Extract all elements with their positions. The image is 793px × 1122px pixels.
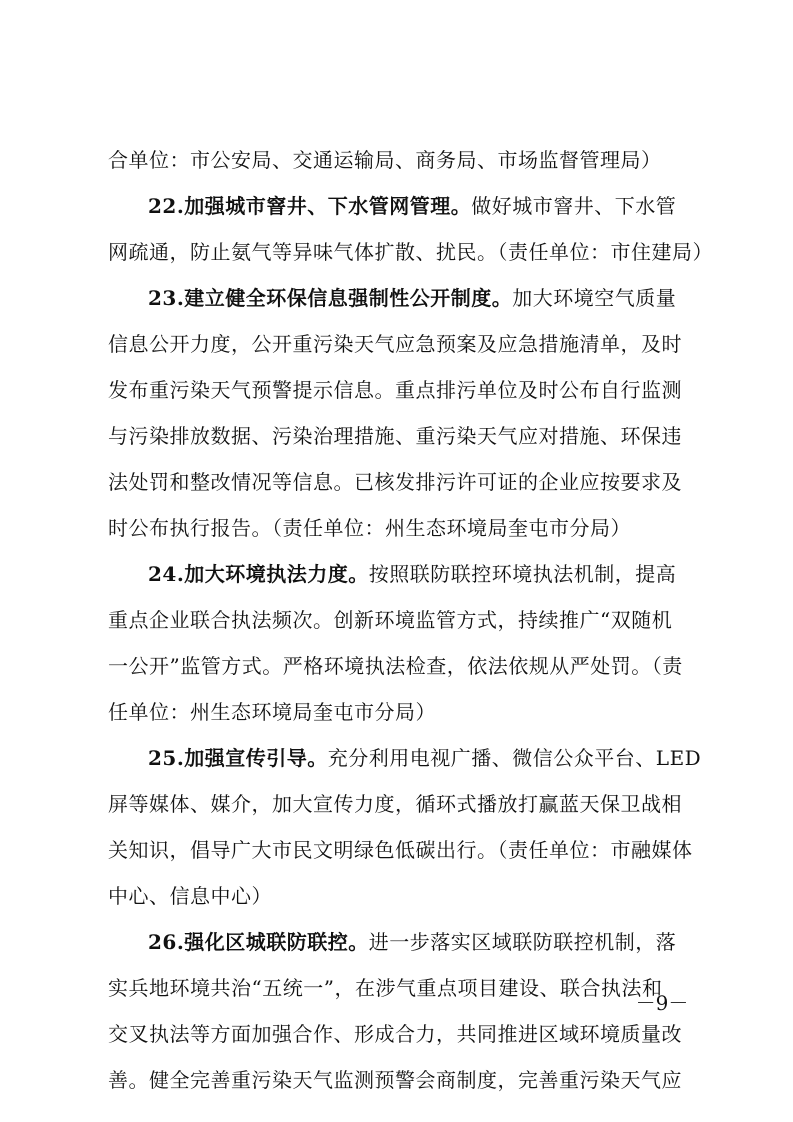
item-24-title: 24.加大环境执法力度。 <box>148 562 369 586</box>
text-line-19: 实兵地环境共治“五统一”，在涉气重点项目建设、联合执法和 <box>108 976 663 1000</box>
text-line-15: 屏等媒体、媒介，加大宣传力度，循环式播放打赢蓝天保卫战相 <box>108 792 682 816</box>
item-23-title: 23.建立健全环保信息强制性公开制度。 <box>148 286 513 310</box>
item-25-title: 25.加强宣传引导。 <box>148 746 328 770</box>
text-line-8: 法处罚和整改情况等信息。已核发排污许可证的企业应按要求及 <box>108 470 682 494</box>
text-line-1: 合单位：市公安局、交通运输局、商务局、市场监督管理局） <box>108 148 662 172</box>
text-line-9: 时公布执行报告。（责任单位：州生态环境局奎屯市分局） <box>108 516 631 540</box>
text-line-12: 一公开”监管方式。严格环境执法检查，依法依规从严处罚。（责 <box>108 654 683 678</box>
text-line-17: 中心、信息中心） <box>108 884 272 908</box>
text-line-20: 交叉执法等方面加强合作、形成合力，共同推进区域环境质量改 <box>108 1022 682 1046</box>
item-22-heading-line: 22.加强城市窨井、下水管网管理。做好城市窨井、下水管 <box>148 194 677 218</box>
item-25-heading-line: 25.加强宣传引导。充分利用电视广播、微信公众平台、LED <box>148 746 702 770</box>
item-23-heading-line: 23.建立健全环保信息强制性公开制度。加大环境空气质量 <box>148 286 677 310</box>
item-22-title: 22.加强城市窨井、下水管网管理。 <box>148 194 472 218</box>
text-line-13: 任单位：州生态环境局奎屯市分局） <box>108 700 436 724</box>
text-line-6: 发布重污染天气预警提示信息。重点排污单位及时公布自行监测 <box>108 378 682 402</box>
item-26-heading-line: 26.强化区城联防联控。进一步落实区域联防联控机制，落 <box>148 930 677 954</box>
text-line-3: 网疏通，防止氨气等异味气体扩散、扰民。（责任单位：市住建局） <box>108 240 713 264</box>
item-24-heading-line: 24.加大环境执法力度。按照联防联控环境执法机制，提高 <box>148 562 677 586</box>
text-line-11: 重点企业联合执法频次。创新环境监管方式，持续推广“双随机 <box>108 608 673 632</box>
text-line-16: 关知识，倡导广大市民文明绿色低碳出行。（责任单位：市融媒体 <box>108 838 693 862</box>
text-line-7: 与污染排放数据、污染治理措施、重污染天气应对措施、环保违 <box>108 424 682 448</box>
item-26-title: 26.强化区城联防联控。 <box>148 930 369 954</box>
page-number: －9－ <box>635 991 689 1015</box>
text-line-5: 信息公开力度，公开重污染天气应急预案及应急措施清单，及时 <box>108 332 682 356</box>
text-line-21: 善。健全完善重污染天气监测预警会商制度，完善重污染天气应 <box>108 1068 682 1092</box>
